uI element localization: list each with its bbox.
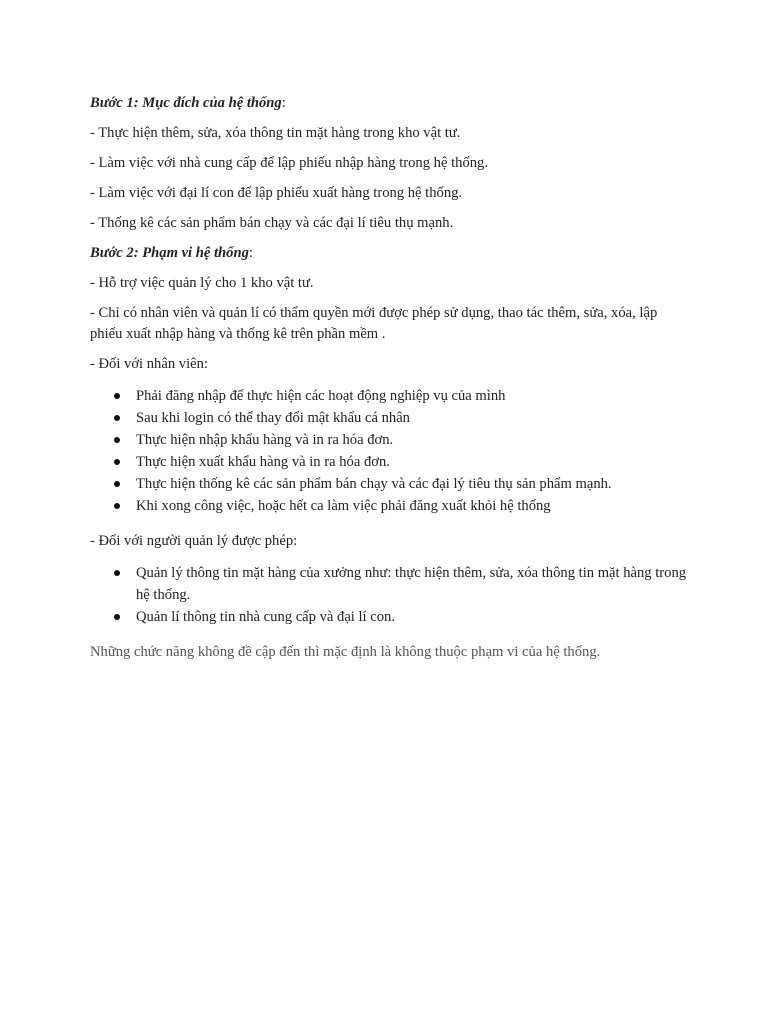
list-item-text: Sau khi login có thể thay đổi mật khẩu cá nhân <box>136 410 410 426</box>
step1-heading <box>90 93 688 114</box>
step1-item-4: - Thống kê các sản phẩm bán chạy và các đại lí tiêu thụ mạnh. <box>90 215 454 231</box>
list-item-text: Quản lí thông tin nhà cung cấp và đại lí con. <box>136 609 395 625</box>
bullet-icon <box>114 415 120 421</box>
employee-bullet-list <box>90 385 688 517</box>
manager-bullet-list <box>90 562 688 628</box>
list-item <box>136 385 688 407</box>
step2-heading <box>90 243 688 264</box>
list-item <box>136 407 688 429</box>
step2-title: Bước 2: Phạm vi hệ thống <box>90 245 249 261</box>
list-item-text: Thực hiện xuất khẩu hàng và in ra hóa đơn. <box>136 454 390 470</box>
step2-item-2: - Chỉ có nhân viên và quản lí có thẩm quyền mới được phép sử dụng, thao tác thêm, sửa, xóa, lập phiếu xuất nhập hàng và thống kê trên phần mềm . <box>90 305 658 342</box>
bullet-icon <box>114 614 120 620</box>
bullet-icon <box>114 481 120 487</box>
step2-colon: : <box>248 245 253 261</box>
step1-item-2: - Làm việc với nhà cung cấp để lập phiếu nhập hàng trong hệ thống. <box>90 155 488 171</box>
bullet-icon <box>114 459 120 465</box>
step1-colon: : <box>281 95 286 111</box>
list-item-text: Quản lý thông tin mặt hàng của xưởng như: thực hiện thêm, sửa, xóa thông tin mặt hàng trong hệ thống. <box>136 565 687 603</box>
bullet-icon <box>114 393 120 399</box>
list-item <box>136 473 688 495</box>
list-item <box>136 429 688 451</box>
manager-section-label: - Đối với người quản lý được phép: <box>90 533 298 549</box>
list-item <box>136 562 688 606</box>
list-item-text: Thực hiện nhập khẩu hàng và in ra hóa đơn. <box>136 432 394 448</box>
list-item <box>136 495 688 517</box>
list-item-text: Khi xong công việc, hoặc hết ca làm việc phải đăng xuất khỏi hệ thống <box>136 498 551 514</box>
bullet-icon <box>114 503 120 509</box>
bullet-icon <box>114 570 120 576</box>
step1-item-1: - Thực hiện thêm, sửa, xóa thông tin mặt hàng trong kho vật tư. <box>90 125 461 141</box>
step2-item-1: - Hỗ trợ việc quản lý cho 1 kho vật tư. <box>90 275 314 291</box>
employee-section-label: - Đối với nhân viên: <box>90 356 208 372</box>
bullet-icon <box>114 437 120 443</box>
list-item <box>136 606 688 628</box>
list-item-text: Thực hiện thống kê các sản phẩm bán chạy và các đại lý tiêu thụ sản phẩm mạnh. <box>136 476 612 492</box>
step1-title: Bước 1: Mục đích của hệ thống <box>90 95 282 111</box>
list-item-text: Phải đăng nhập để thực hiện các hoạt động nghiệp vụ của mình <box>136 388 506 404</box>
list-item <box>136 451 688 473</box>
step1-item-3: - Làm việc với đại lí con để lập phiếu xuất hàng trong hệ thống. <box>90 185 463 201</box>
scope-note: Những chức năng không đề cập đến thì mặc định là không thuộc phạm vi của hệ thống. <box>90 644 601 660</box>
